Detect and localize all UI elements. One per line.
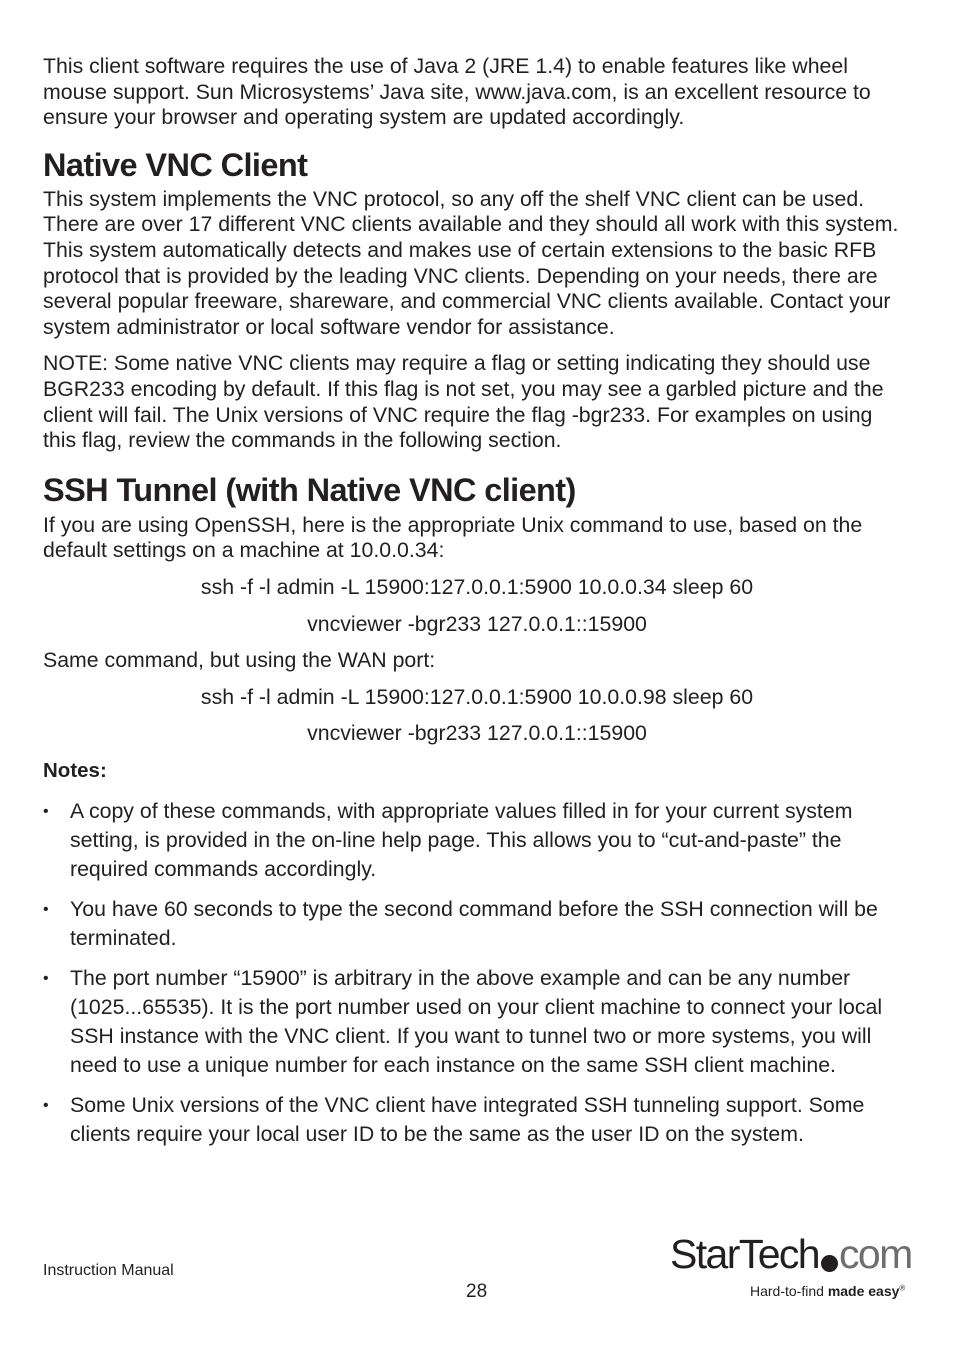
vncviewer-wan-command: vncviewer -bgr233 127.0.0.1::15900 [307, 721, 647, 746]
list-item [43, 797, 911, 884]
native-vnc-note: NOTE: Some native VNC clients may require a flag or setting indicating they should use BGR233 encoding by default. If this flag is not set, you may see a garbled picture and the client will fail. The Unix versions of VNC require the flag -bgr233. For examples on using this flag, review the commands in the following section. [43, 351, 884, 453]
note-text: A copy of these commands, with appropriate values filled in for your current system setting, is provided in the on-line help page. This allows you to “cut-and-paste” the required commands accordingly. [70, 799, 853, 882]
note-text: Some Unix versions of the VNC client have integrated SSH tunneling support. Some clients require your local user ID to be the same as the user ID on the system. [70, 1093, 865, 1147]
wan-port-paragraph: Same command, but using the WAN port: [43, 648, 436, 673]
page-number: 28 [466, 1281, 488, 1302]
logo-dot-icon [821, 1255, 838, 1272]
logo-tagline [750, 1283, 905, 1299]
startech-logo [670, 1232, 915, 1304]
ssh-wan-command: ssh -f -l admin -L 15900:127.0.0.1:5900 10.0.0.98 sleep 60 [200, 684, 754, 709]
logo-wordmark [670, 1232, 912, 1276]
vncviewer-command: vncviewer -bgr233 127.0.0.1::15900 [307, 611, 647, 636]
bullet: • [43, 970, 49, 988]
bullet: • [43, 901, 49, 919]
logo-main-text: StarTech [670, 1231, 819, 1277]
native-vnc-paragraph: This system implements the VNC protocol, so any off the shelf VNC client can be used. There are over 17 different VNC clients available and they should all work with this system. This system automatically detects and makes use of certain extensions to the basic RFB protocol that is provided by the leading VNC clients. Depending on your needs, there are several popular freeware, shareware, and commercial VNC clients available. Contact your system administrator or local software vendor for assistance. [43, 186, 899, 339]
ssh-tunnel-heading: SSH Tunnel (with Native VNC client) [43, 471, 576, 508]
native-vnc-heading: Native VNC Client [43, 146, 308, 183]
notes-heading: Notes: [43, 758, 107, 782]
ssh-command: ssh -f -l admin -L 15900:127.0.0.1:5900 10.0.0.34 sleep 60 [200, 574, 754, 599]
note-text: The port number “15900” is arbitrary in the above example and can be any number (1025...65535). It is the port number used on your client machine to connect your local SSH instance with the VNC client. If you want to tunnel two or more systems, you will need to use a unique number for each instance on the same SSH client machine. [70, 966, 883, 1078]
list-item [43, 964, 911, 1080]
document-body [43, 54, 911, 1160]
ssh-intro-paragraph: If you are using OpenSSH, here is the appropriate Unix command to use, based on the default settings on a machine at 10.0.0.34: [43, 512, 863, 563]
footer-manual-label: Instruction Manual [43, 1262, 174, 1279]
intro-paragraph: This client software requires the use of Java 2 (JRE 1.4) to enable features like wheel mouse support. Sun Microsystems’ Java site, www.java.com, is an excellent resource to ensure your browser and operating system are updated accordingly. [43, 54, 871, 130]
list-item [43, 895, 911, 953]
bullet: • [43, 1097, 49, 1115]
list-item [43, 1091, 911, 1149]
logo-tag-bold: made easy [827, 1283, 900, 1299]
logo-registered: ® [899, 1283, 906, 1293]
logo-tag-light: Hard-to-find [750, 1283, 828, 1299]
notes-list [43, 797, 911, 1149]
bullet: • [43, 803, 49, 821]
note-text: You have 60 seconds to type the second command before the SSH connection will be terminated. [70, 897, 878, 951]
logo-com-text: com [839, 1231, 912, 1277]
